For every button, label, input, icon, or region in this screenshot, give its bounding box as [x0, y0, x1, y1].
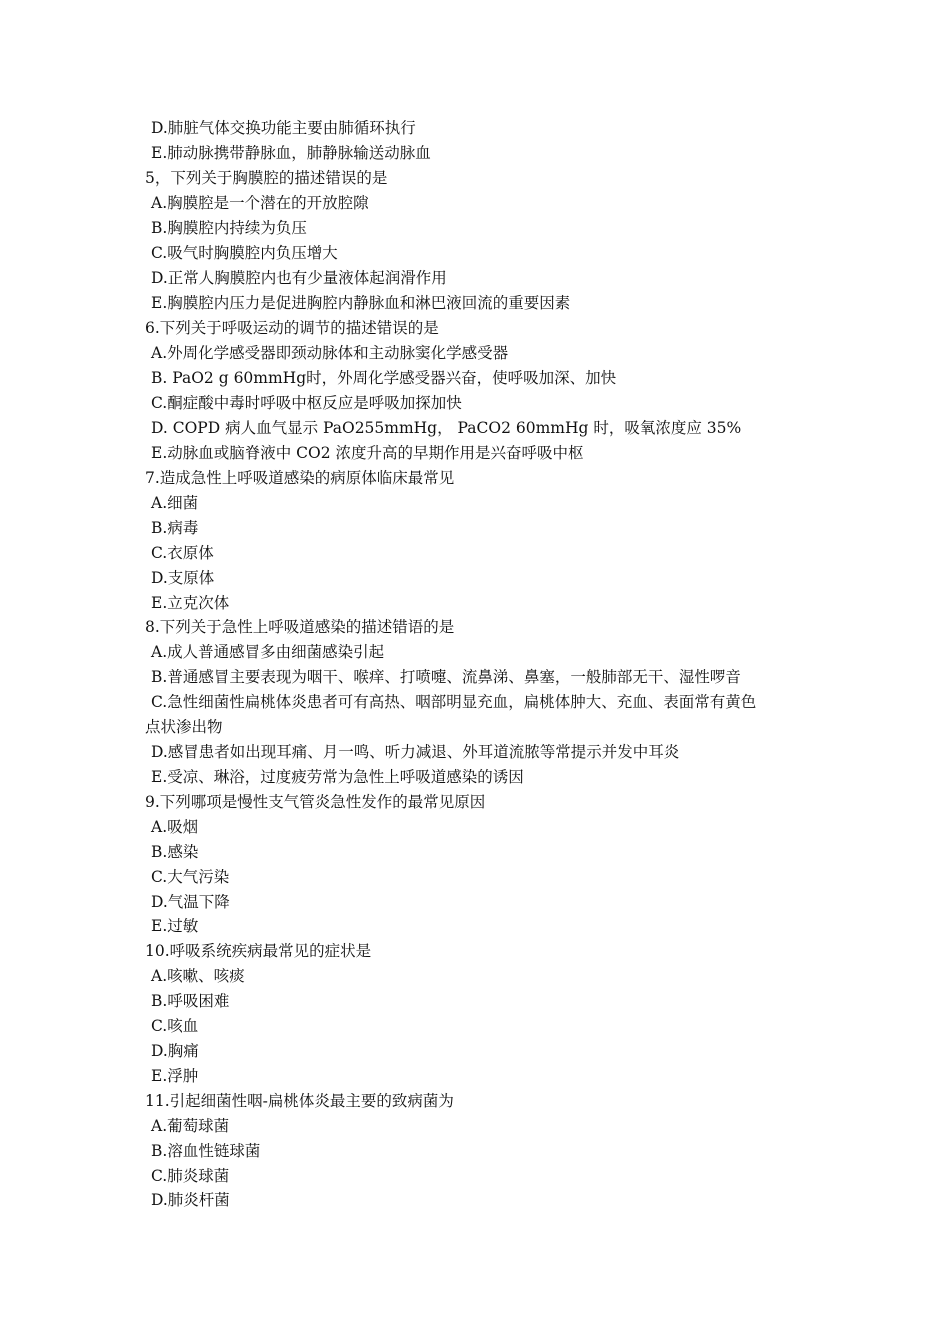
option-line: A.葡萄球菌 [151, 1117, 230, 1135]
option-line: D.正常人胸膜腔内也有少量液体起润滑作用 [151, 269, 447, 287]
option-line: E.过敏 [151, 917, 199, 935]
option-line: C.酮症酸中毒时呼吸中枢反应是呼吸加探加快 [151, 394, 462, 412]
option-line: A.外周化学感受器即颈动脉体和主动脉窦化学感受器 [151, 344, 509, 362]
option-line: A.胸膜腔是一个潜在的开放腔隙 [151, 194, 369, 212]
option-continuation-line: 点状渗出物 [145, 718, 223, 736]
question-line: 11.引起细菌性咽-扁桃体炎最主要的致病菌为 [145, 1092, 454, 1110]
option-line: C.咳血 [151, 1017, 199, 1035]
option-line: B.呼吸困难 [151, 992, 230, 1010]
option-line: C.急性细菌性扁桃体炎患者可有高热、咽部明显充血，扁桃体肿大、充血、表面常有黄色 [151, 693, 757, 711]
option-line: C.衣原体 [151, 544, 214, 562]
option-line: B.溶血性链球菌 [151, 1142, 261, 1160]
option-line: C.肺炎球菌 [151, 1167, 230, 1185]
option-line: E.胸膜腔内压力是促进胸腔内静脉血和淋巴液回流的重要因素 [151, 294, 571, 312]
question-line: 7.造成急性上呼吸道感染的病原体临床最常见 [145, 469, 455, 487]
option-line: E.浮肿 [151, 1067, 199, 1085]
option-line: A.细菌 [151, 494, 199, 512]
option-line: B.感染 [151, 843, 199, 861]
option-line: B.病毒 [151, 519, 199, 537]
option-line: D.感冒患者如出现耳痛、月一鸣、听力减退、外耳道流脓等常提示并发中耳炎 [151, 743, 680, 761]
option-line: E.立克次体 [151, 594, 230, 612]
option-line: D.肺脏气体交换功能主要由肺循环执行 [151, 119, 416, 137]
option-line: A.咳嗽、咳痰 [151, 967, 245, 985]
question-line: 9.下列哪项是慢性支气管炎急性发作的最常见原因 [145, 793, 486, 811]
option-line: C.大气污染 [151, 868, 230, 886]
option-line: A.成人普通感冒多由细菌感染引起 [151, 643, 385, 661]
option-line: D. COPD 病人血气显示 PaO255mmHg， PaCO2 60mmHg 时，吸氧浓度应 35% [151, 419, 742, 437]
option-line: B.胸膜腔内持续为负压 [151, 219, 307, 237]
option-line: C.吸气时胸膜腔内负压增大 [151, 244, 338, 262]
option-line: E.动脉血或脑脊液中 CO2 浓度升高的早期作用是兴奋呼吸中枢 [151, 444, 584, 462]
option-line: D.肺炎杆菌 [151, 1191, 230, 1209]
option-line: D.胸痛 [151, 1042, 199, 1060]
option-line: B.普通感冒主要表现为咽干、喉痒、打喷嚏、流鼻涕、鼻塞，一般肺部无干、湿性啰音 [151, 668, 741, 686]
question-line: 10.呼吸系统疾病最常见的症状是 [145, 942, 372, 960]
option-line: E.肺动脉携带静脉血，肺静脉输送动脉血 [151, 144, 431, 162]
question-line: 6.下列关于呼吸运动的调节的描述错误的是 [145, 319, 439, 337]
option-line: E.受凉、琳浴，过度疲劳常为急性上呼吸道感染的诱因 [151, 768, 524, 786]
option-line: A.吸烟 [151, 818, 199, 836]
option-line: B. PaO2 g 60mmHg时，外周化学感受器兴奋，使呼吸加深、加快 [151, 369, 617, 387]
option-line: D.气温下降 [151, 893, 230, 911]
option-line: D.支原体 [151, 569, 215, 587]
question-line: 5，下列关于胸膜腔的描述错误的是 [145, 169, 388, 187]
question-line: 8.下列关于急性上呼吸道感染的描述错语的是 [145, 618, 455, 636]
